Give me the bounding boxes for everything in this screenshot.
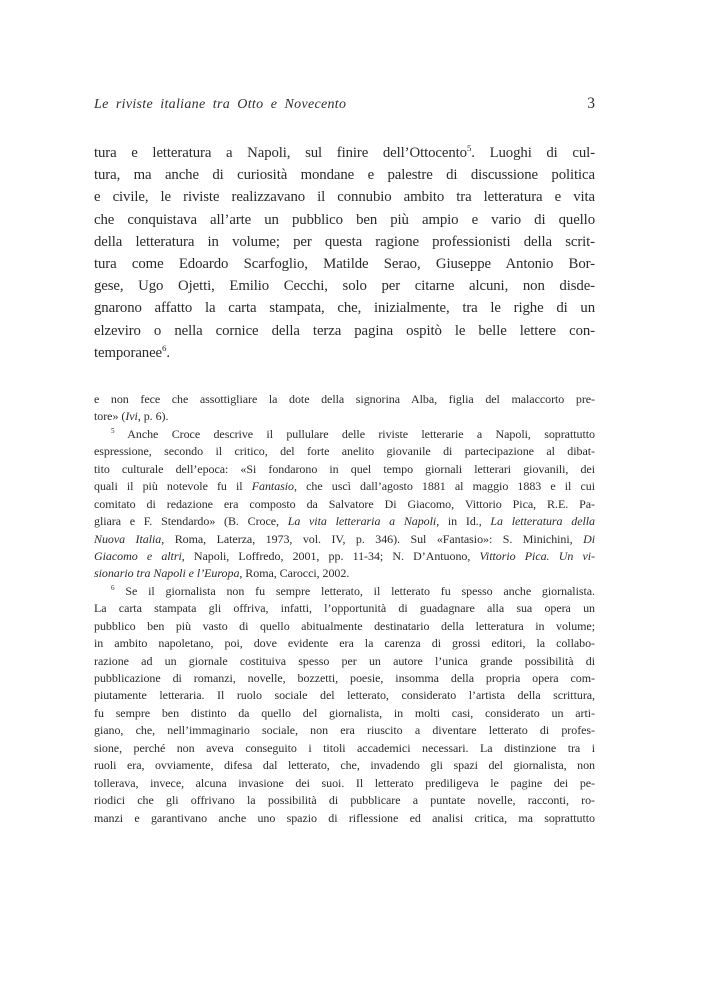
footnote-reference: 6 <box>111 583 115 592</box>
body-text-line: temporanee$^6$. <box>94 342 170 361</box>
footnote-line: sionario tra Napoli e l’Europa, Roma, Carocci, 2002. <box>94 566 350 581</box>
running-title: Le riviste italiane tra Otto e Novecento <box>94 97 347 112</box>
footnote-line: piutamente letteraria. Il ruolo sociale del letterato, considerato l’artista della scrittura, <box>94 688 595 703</box>
body-text-line: elzeviro o nella cornice della terza pagina ospitò le belle lettere con- <box>94 322 595 339</box>
footnote-reference: 5 <box>111 426 115 435</box>
body-text-line: della letteratura in volume; per questa ragione professionisti della scrit- <box>94 233 595 250</box>
footnotes-section <box>94 391 595 827</box>
footnote-line: tito culturale dell’epoca: «Si fondarono in quel tempo giornali letterari giovanili, dei <box>94 461 595 476</box>
footnote-line: manzi e garantivano anche uno spazio di riflessione ed analisi critica, ma soprattutto <box>94 810 595 825</box>
footnote-line: ruoli era, ovviamente, difesa dal letterato, che, invadendo gli spazi del giornalista, non <box>94 758 595 773</box>
footnote-line: giano, che, nell’immaginario sociale, non era riuscito a diventare letterato di profes- <box>94 723 595 738</box>
footnote-line: fu sempre ben distinto da quello del giornalista, in molti casi, considerato un arti- <box>94 705 595 720</box>
footnote-line: riodici che gli offrivano la possibilità di pubblicare a puntate novelle, racconti, ro- <box>94 793 595 808</box>
body-text-line: tura e letteratura a Napoli, sul finire dell’Ottocento$^5$. Luoghi di cul- <box>94 143 595 161</box>
footnote-line: razione ad un giornale costituiva spesso per un autore l’unica grande possibilità di <box>94 653 595 668</box>
body-text-line: e civile, le riviste realizzavano il connubio ambito tra letteratura e vita <box>94 189 595 206</box>
page-header <box>94 95 595 113</box>
footnote-line: sione, perché non aveva conseguito i titoli accademici necessari. La distinzione tra i <box>94 740 595 755</box>
footnote-reference: 5 <box>466 143 472 154</box>
footnote-line: in ambito napoletano, poi, dove evidente era la carenza di grossi editori, la collabo- <box>94 636 595 651</box>
footnote-line: tore» (Ivi, p. 6). <box>94 409 169 424</box>
page-number: 3 <box>587 95 595 112</box>
body-text-line: tura come Edoardo Scarfoglio, Matilde Serao, Giuseppe Antonio Bor- <box>94 255 595 272</box>
footnote-reference: 6 <box>162 342 167 353</box>
body-text-line: tura, ma anche di curiosità mondane e palestre di discussione politica <box>94 167 595 184</box>
footnote-line: Giacomo e altri, Napoli, Loffredo, 2001, pp. 11-34; N. D’Antuono, Vittorio Pica. Un vi- <box>94 548 595 563</box>
footnote-line: Nuova Italia, Roma, Laterza, 1973, vol. IV, p. 346). Sul «Fantasio»: S. Minichini, Di <box>94 531 595 546</box>
footnote-line: comitato di redazione era composto da Salvatore Di Giacomo, Vittorio Pica, R.E. Pa- <box>94 496 595 511</box>
body-text <box>94 142 595 364</box>
footnote-line: $^6$ Se il giornalista non fu sempre letterato, il letterato fu spesso anche giornalista. <box>111 583 595 598</box>
footnote-line: $^5$ Anche Croce descrive il pullulare delle riviste letterarie a Napoli, soprattutto <box>111 426 595 441</box>
footnote-line: gliara e F. Stendardo» (B. Croce, La vita letteraria a Napoli, in Id., La letteratura della <box>94 514 595 529</box>
footnote-line: espressione, secondo il critico, del forte anelito giovanile di partecipazione al dibat- <box>94 444 595 459</box>
footnote-line: tollerava, invece, alcuna invasione dei suoi. Il letterato prediligeva le pagine dei pe- <box>94 775 595 790</box>
footnote-line: e non fece che assottigliare la dote della signorina Alba, figlia del malaccorto pre- <box>94 392 595 406</box>
body-text-line: che conquistava all’arte un pubblico ben più ampio e vario di quello <box>94 211 595 228</box>
footnote-line: pubblicazione di romanzi, novelle, bozzetti, poesie, insomma della propria opera com- <box>94 671 595 685</box>
body-text-line: gese, Ugo Ojetti, Emilio Cecchi, solo per citarne alcuni, non disde- <box>94 278 595 295</box>
footnote-line: pubblico ben più vasto di quello abitualmente destinatario della letteratura in volume; <box>94 618 595 633</box>
body-text-line: gnarono affatto la carta stampata, che, inizialmente, tra le righe di un <box>94 300 595 317</box>
footnote-line: La carta stampata gli offriva, infatti, l’opportunità di guadagnare alla sua opera un <box>94 601 595 616</box>
footnote-line: quali il più notevole fu il Fantasio, che uscì dall’agosto 1881 al maggio 1883 e il cui <box>94 479 595 494</box>
